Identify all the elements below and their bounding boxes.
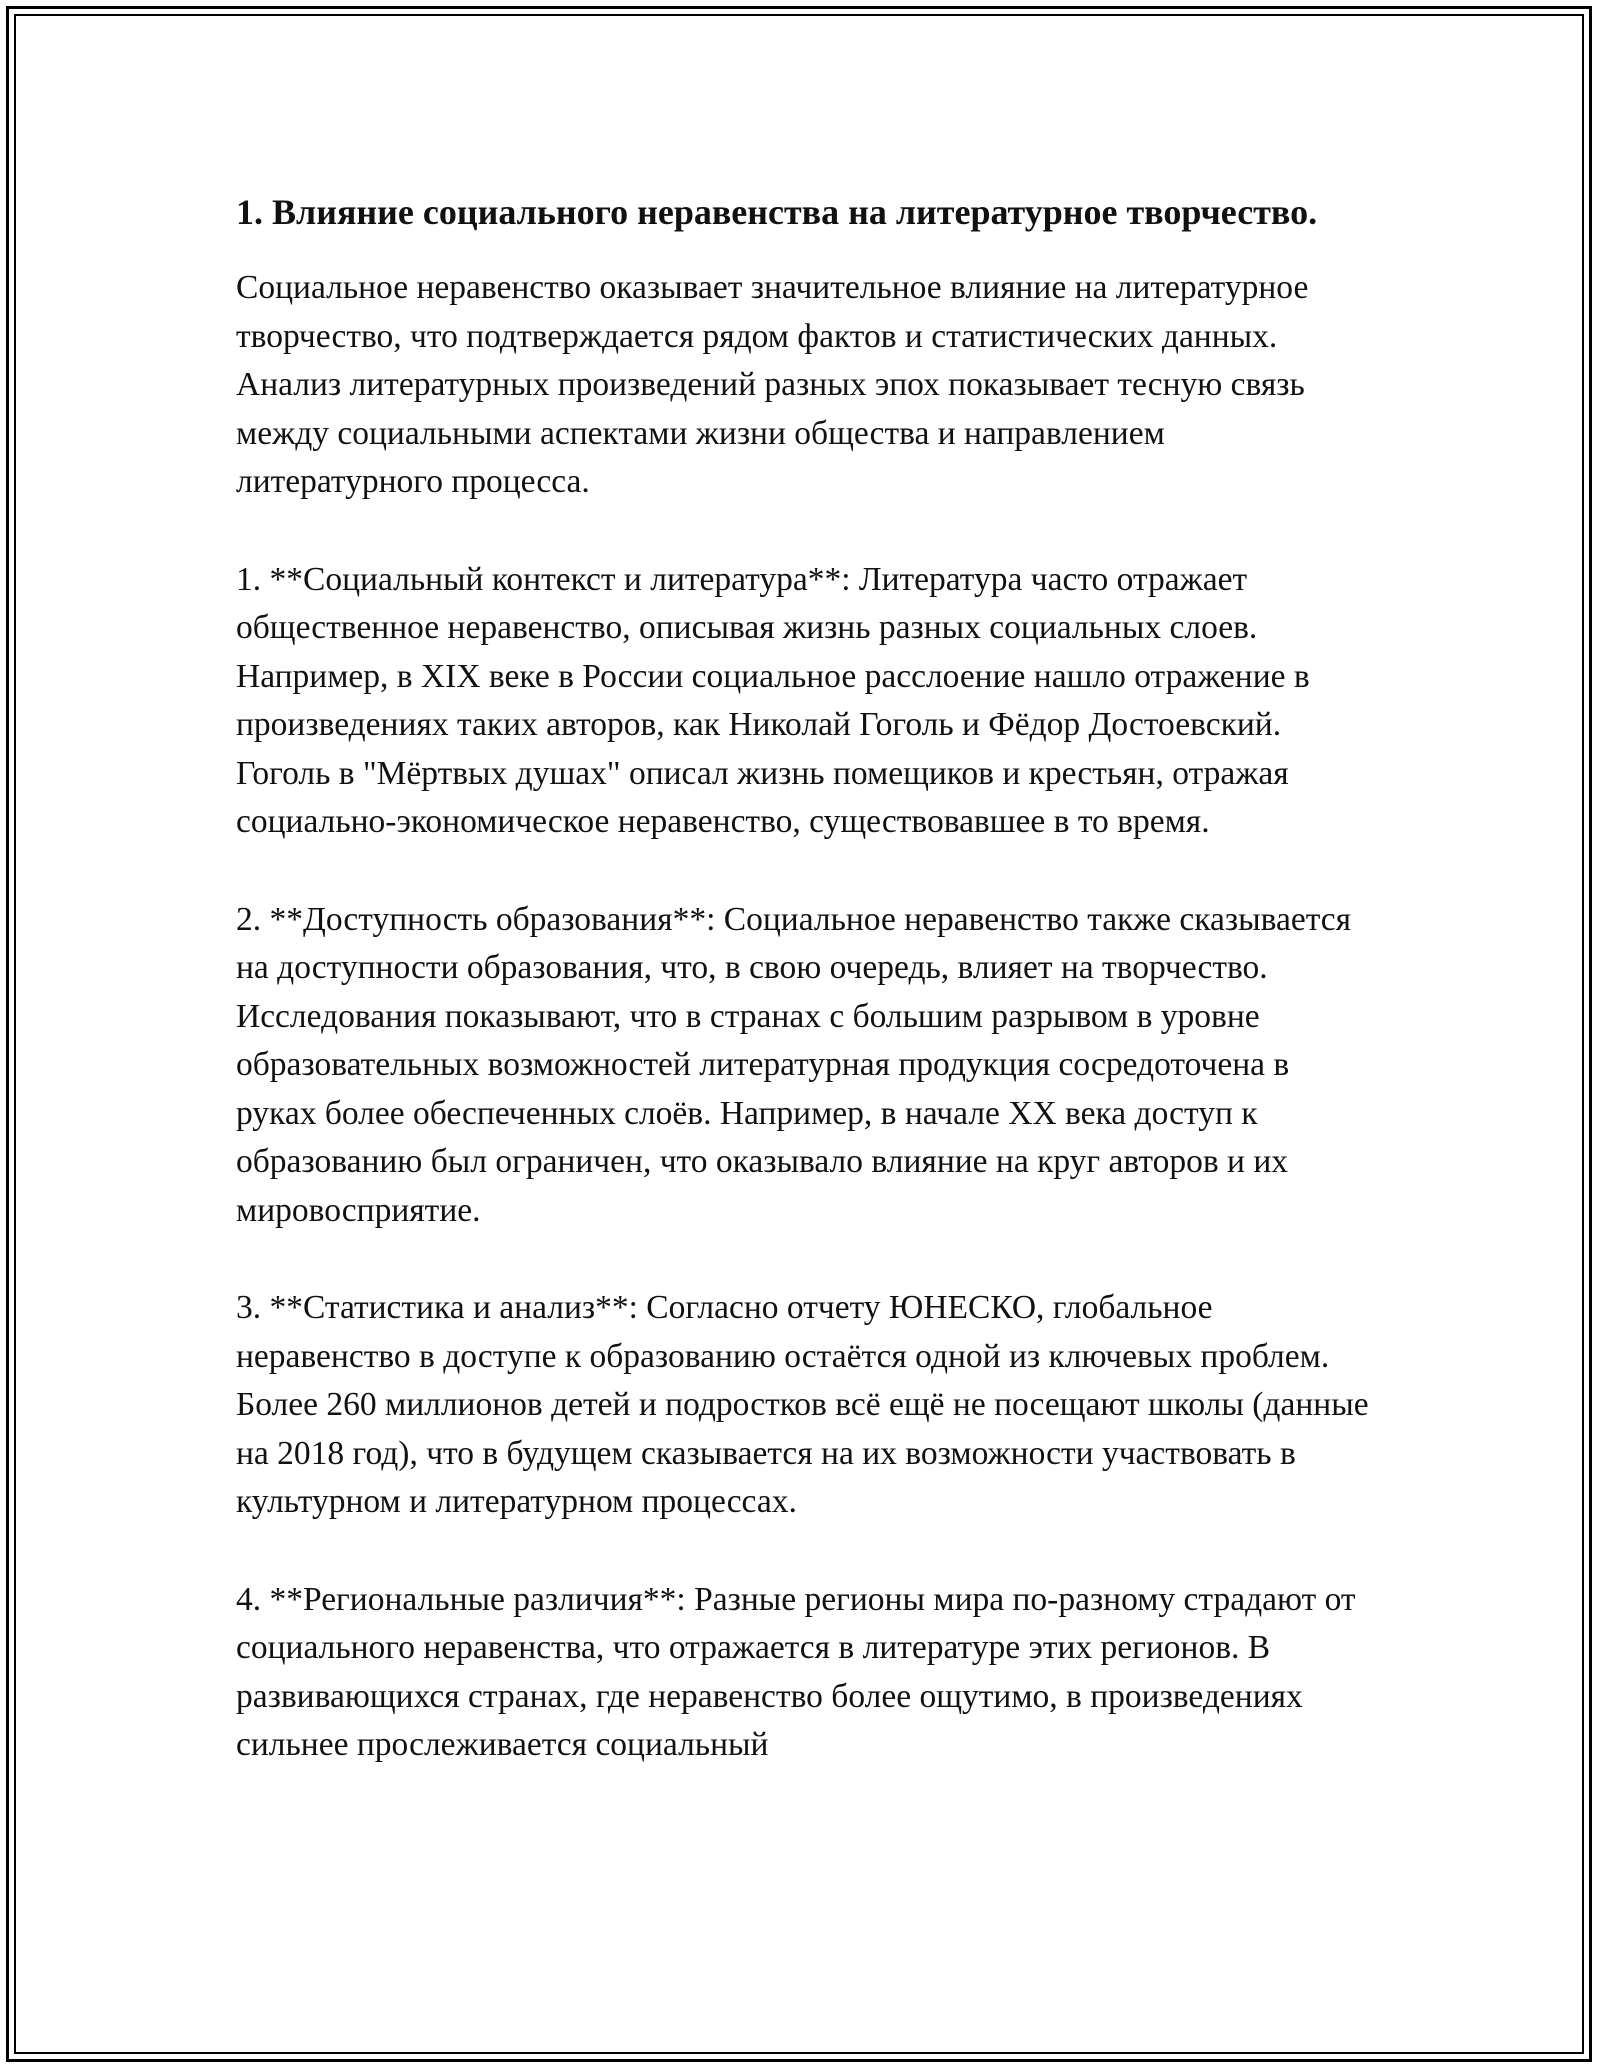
intro-paragraph: Социальное неравенство оказывает значительное влияние на литературное творчество, что подтверждается рядом фактов и статистических данных. Анализ литературных произведений разных эпох показывает тесную связь между социальными аспектами жизни общества и направлением литературного процесса. <box>236 269 1309 500</box>
point-2-paragraph: 2. **Доступность образования**: Социальное неравенство также сказывается на доступности образования, что, в свою очередь, влияет на творчество. Исследования показывают, что в странах с большим разрывом в уровне образовательных возможностей литературная продукция сосредоточена в руках более обеспеченных слоёв. Например, в начале XX века доступ к образованию был ограничен, что оказывало влияние на круг авторов и их мировосприятие. <box>236 900 1352 1229</box>
point-1-paragraph: 1. **Социальный контекст и литература**: Литература часто отражает общественное неравенство, описывая жизнь разных социальных слоев. Например, в XIX веке в России социальное расслоение нашло отражение в произведениях таких авторов, как Николай Гоголь и Фёдор Достоевский. Гоголь в "Мёртвых душах" описал жизнь помещиков и крестьян, отражая социально-экономическое неравенство, существовавшее в то время. <box>236 560 1310 840</box>
document-title: 1. Влияние социального неравенства на литературное творчество. <box>236 192 1318 232</box>
point-4-paragraph: 4. **Региональные различия**: Разные регионы мира по-разному страдают от социального неравенства, что отражается в литературе этих регионов. В развивающихся странах, где неравенство более ощутимо, в произведениях сильнее прослеживается социальный <box>236 1580 1356 1763</box>
point-3-paragraph: 3. **Статистика и анализ**: Согласно отчету ЮНЕСКО, глобальное неравенство в доступе к образованию остаётся одной из ключевых проблем. Более 260 миллионов детей и подростков всё ещё не посещают школы (данные на 2018 год), что в будущем сказывается на их возможности участвовать в культурном и литературном процессах. <box>236 1289 1369 1520</box>
document-body <box>236 188 1376 1819</box>
